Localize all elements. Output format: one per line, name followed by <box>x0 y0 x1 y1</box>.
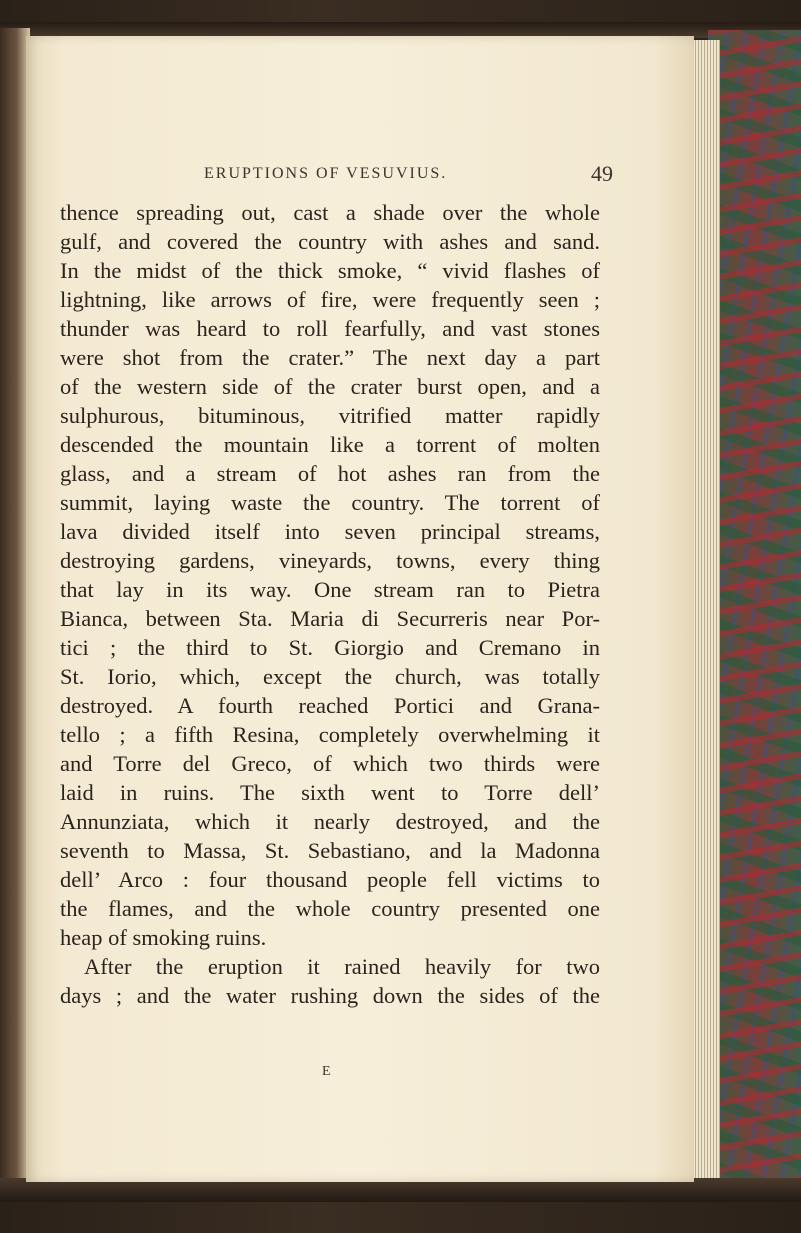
text-line: lava divided itself into seven principal streams, <box>60 519 600 544</box>
text-line: In the midst of the thick smoke, “ vivid flashes of <box>60 258 600 283</box>
text-line: summit, laying waste the country. The torrent of <box>60 490 600 515</box>
text-line: days ; and the water rushing down the sides of the <box>60 983 600 1008</box>
text-line: gulf, and covered the country with ashes and sand. <box>60 229 600 254</box>
text-line: sulphurous, bituminous, vitrified matter rapidly <box>60 403 600 428</box>
text-line: destroyed. A fourth reached Portici and Grana- <box>60 693 600 718</box>
text-line: lightning, like arrows of fire, were frequently seen ; <box>60 287 600 312</box>
page-stack-edge <box>690 40 720 1190</box>
text-line: that lay in its way. One stream ran to Pietra <box>60 577 600 602</box>
body-text <box>60 198 600 1010</box>
book-page <box>26 36 694 1182</box>
text-line: heap of smoking ruins. <box>60 925 267 950</box>
text-line: St. Iorio, which, except the church, was totally <box>60 664 600 689</box>
text-line: destroying gardens, vineyards, towns, every thing <box>60 548 600 573</box>
text-line: were shot from the crater.” The next day a part <box>60 345 600 370</box>
text-line: of the western side of the crater burst open, and a <box>60 374 600 399</box>
text-line: and Torre del Greco, of which two thirds were <box>60 751 600 776</box>
text-line: seventh to Massa, St. Sebastiano, and la Madonna <box>60 838 600 863</box>
marbled-cover-edge <box>708 30 801 1200</box>
text-line: tici ; the third to St. Giorgio and Cremano in <box>60 635 600 660</box>
text-line: the flames, and the whole country presented one <box>60 896 600 921</box>
text-line: Bianca, between Sta. Maria di Securreris near Por- <box>60 606 600 631</box>
text-line: thunder was heard to roll fearfully, and vast stones <box>60 316 600 341</box>
text-line: Annunziata, which it nearly destroyed, and the <box>60 809 600 834</box>
text-line: thence spreading out, cast a shade over the whole <box>60 200 600 225</box>
text-line: descended the mountain like a torrent of molten <box>60 432 600 457</box>
text-line: After the eruption it rained heavily for two <box>84 954 600 979</box>
running-head <box>26 161 694 191</box>
running-title: ERUPTIONS OF VESUVIUS. <box>204 165 448 182</box>
text-line: laid in ruins. The sixth went to Torre dell’ <box>60 780 600 805</box>
signature-mark: E <box>322 1064 331 1079</box>
text-line: glass, and a stream of hot ashes ran from the <box>60 461 600 486</box>
text-line: dell’ Arco : four thousand people fell victims to <box>60 867 600 892</box>
page-number: 49 <box>591 161 613 186</box>
text-line: tello ; a fifth Resina, completely overwhelming it <box>60 722 600 747</box>
